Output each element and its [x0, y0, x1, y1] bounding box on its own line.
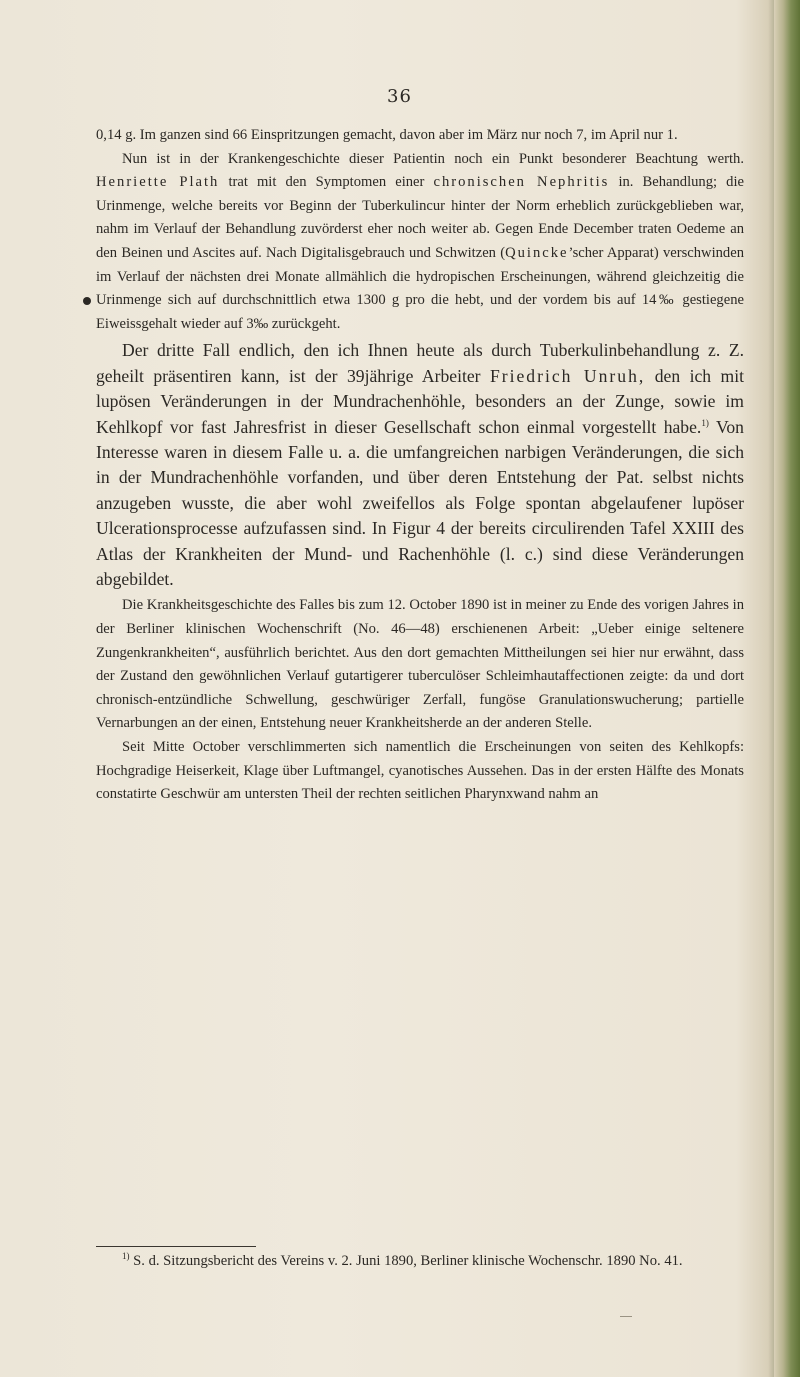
paragraph-2	[96, 148, 744, 337]
disease-name: chronischen Nephritis	[433, 174, 610, 191]
paragraph-3	[96, 338, 744, 592]
patient-name-plath: Henriette Plath	[96, 174, 220, 191]
paragraph-5: Seit Mitte October verschlimmerten sich namentlich die Erscheinungen von seiten des Kehlkopfs: Hochgradige Heiserkeit, Klage über Luftmangel, cyanotisches Aussehen. Das in der ersten Hälfte des Monats constatirte Geschwür am untersten Theil der rechten seitlichen Pharynxwand nahm an	[96, 738, 744, 803]
page-edge-binding	[774, 0, 800, 1377]
paragraph-2-text-b: trat mit den Symptomen einer	[228, 174, 425, 191]
paragraph-3-text-a: Der dritte Fall endlich, den ich Ihnen heute als durch Tuberkulinbehandlung z. Z. geheilt präsentiren kann, ist der 39jährige Arbeiter	[96, 340, 744, 386]
paragraph-4: Die Krankheitsgeschichte des Falles bis zum 12. October 1890 ist in meiner zu Ende des vorigen Jahres in der Berliner klinischen Wochenschrift (No. 46—48) erschienenen Arbeit: „Ueber einige seltenere Zungenkrankheiten“, ausführlich berichtet. Aus den dort gemachten Mittheilungen sei hier nur erwähnt, dass der Zustand den gewöhnlichen Verlauf gutartigerer tuberculöser Schleimhautaffectionen zeigte: da und dort chronisch-entzündliche Schwellung, geschwüriger Zerfall, fungöse Granulationswucherung; partielle Vernarbungen an der einen, Entstehung neuer Krankheitsherde an der anderen Stelle.	[96, 597, 744, 732]
footnote	[96, 1250, 744, 1274]
footnote-rule	[96, 1246, 256, 1247]
paragraph-3-text-c: Von Interesse waren in diesem Falle u. a. die umfangreichen narbigen Veränderungen, die sich in der Mundrachenhöhle vorfanden, und über deren Entstehung der Pat. selbst nichts anzugeben wusste, die aber wohl zweifellos als Folge spontan abgelaufener lupöser Ulcerationsprocesse aufzufassen sind. In Figur 4 der bereits circulirenden Tafel XXIII des Atlas der Krankheiten der Mund- und Rachenhöhle (l. c.) sind diese Veränderungen abgebildet.	[96, 416, 744, 589]
footnote-reference: 1)	[701, 417, 709, 428]
paragraph-1: 0,14 g. Im ganzen sind 66 Einspritzungen gemacht, davon aber im März nur noch 7, im April nur 1.	[96, 127, 678, 143]
patient-name-unruh: Friedrich Unruh,	[489, 365, 646, 386]
paragraph-2-text-d: ’scher Apparat) verschwinden im Verlauf der nächsten drei Monate allmählich die hydropischen Erscheinungen, während gleichzeitig die Urinmenge sich auf durchschnittlich etwa 1300 g pro die hebt, und der vordem bis auf 14‰ gestiegene Eiweissgehalt wieder auf 3‰ zurückgeht.	[96, 244, 745, 332]
paragraph-2-text-c: in. Behandlung; die Urinmenge, welche bereits vor Beginn der Tuberkulincur hinter der Norm erheblich zurückgeblieben war, nahm im Verlauf der Behandlung zuvörderst eher noch weiter ab. Gegen Ende December traten Oedeme an den Beinen und Ascites auf. Nach Digitalisgebrauch und Schwitzen (	[96, 174, 744, 261]
margin-mark	[620, 1316, 632, 1317]
page-body	[96, 124, 744, 807]
page-number: 36	[387, 86, 412, 107]
footnote-text: S. d. Sitzungsbericht des Vereins v. 2. Juni 1890, Berliner klinische Wochenschr. 1890 No. 41.	[133, 1253, 683, 1269]
paragraph-2-text-a: Nun ist in der Krankengeschichte dieser Patientin noch ein Punkt besonderer Beachtung werth.	[122, 150, 744, 167]
footnote-marker: 1)	[122, 1251, 130, 1262]
ink-dot	[83, 297, 91, 305]
quincke-name: Quincke	[505, 244, 569, 261]
paragraph-3-text-b: den ich mit lupösen Veränderungen in der Mundrachenhöhle, besonders an der Zunge, sowie im Kehlkopf vor fast Jahresfrist in dieser Gesellschaft schon einmal vorgestellt habe.	[96, 365, 744, 437]
